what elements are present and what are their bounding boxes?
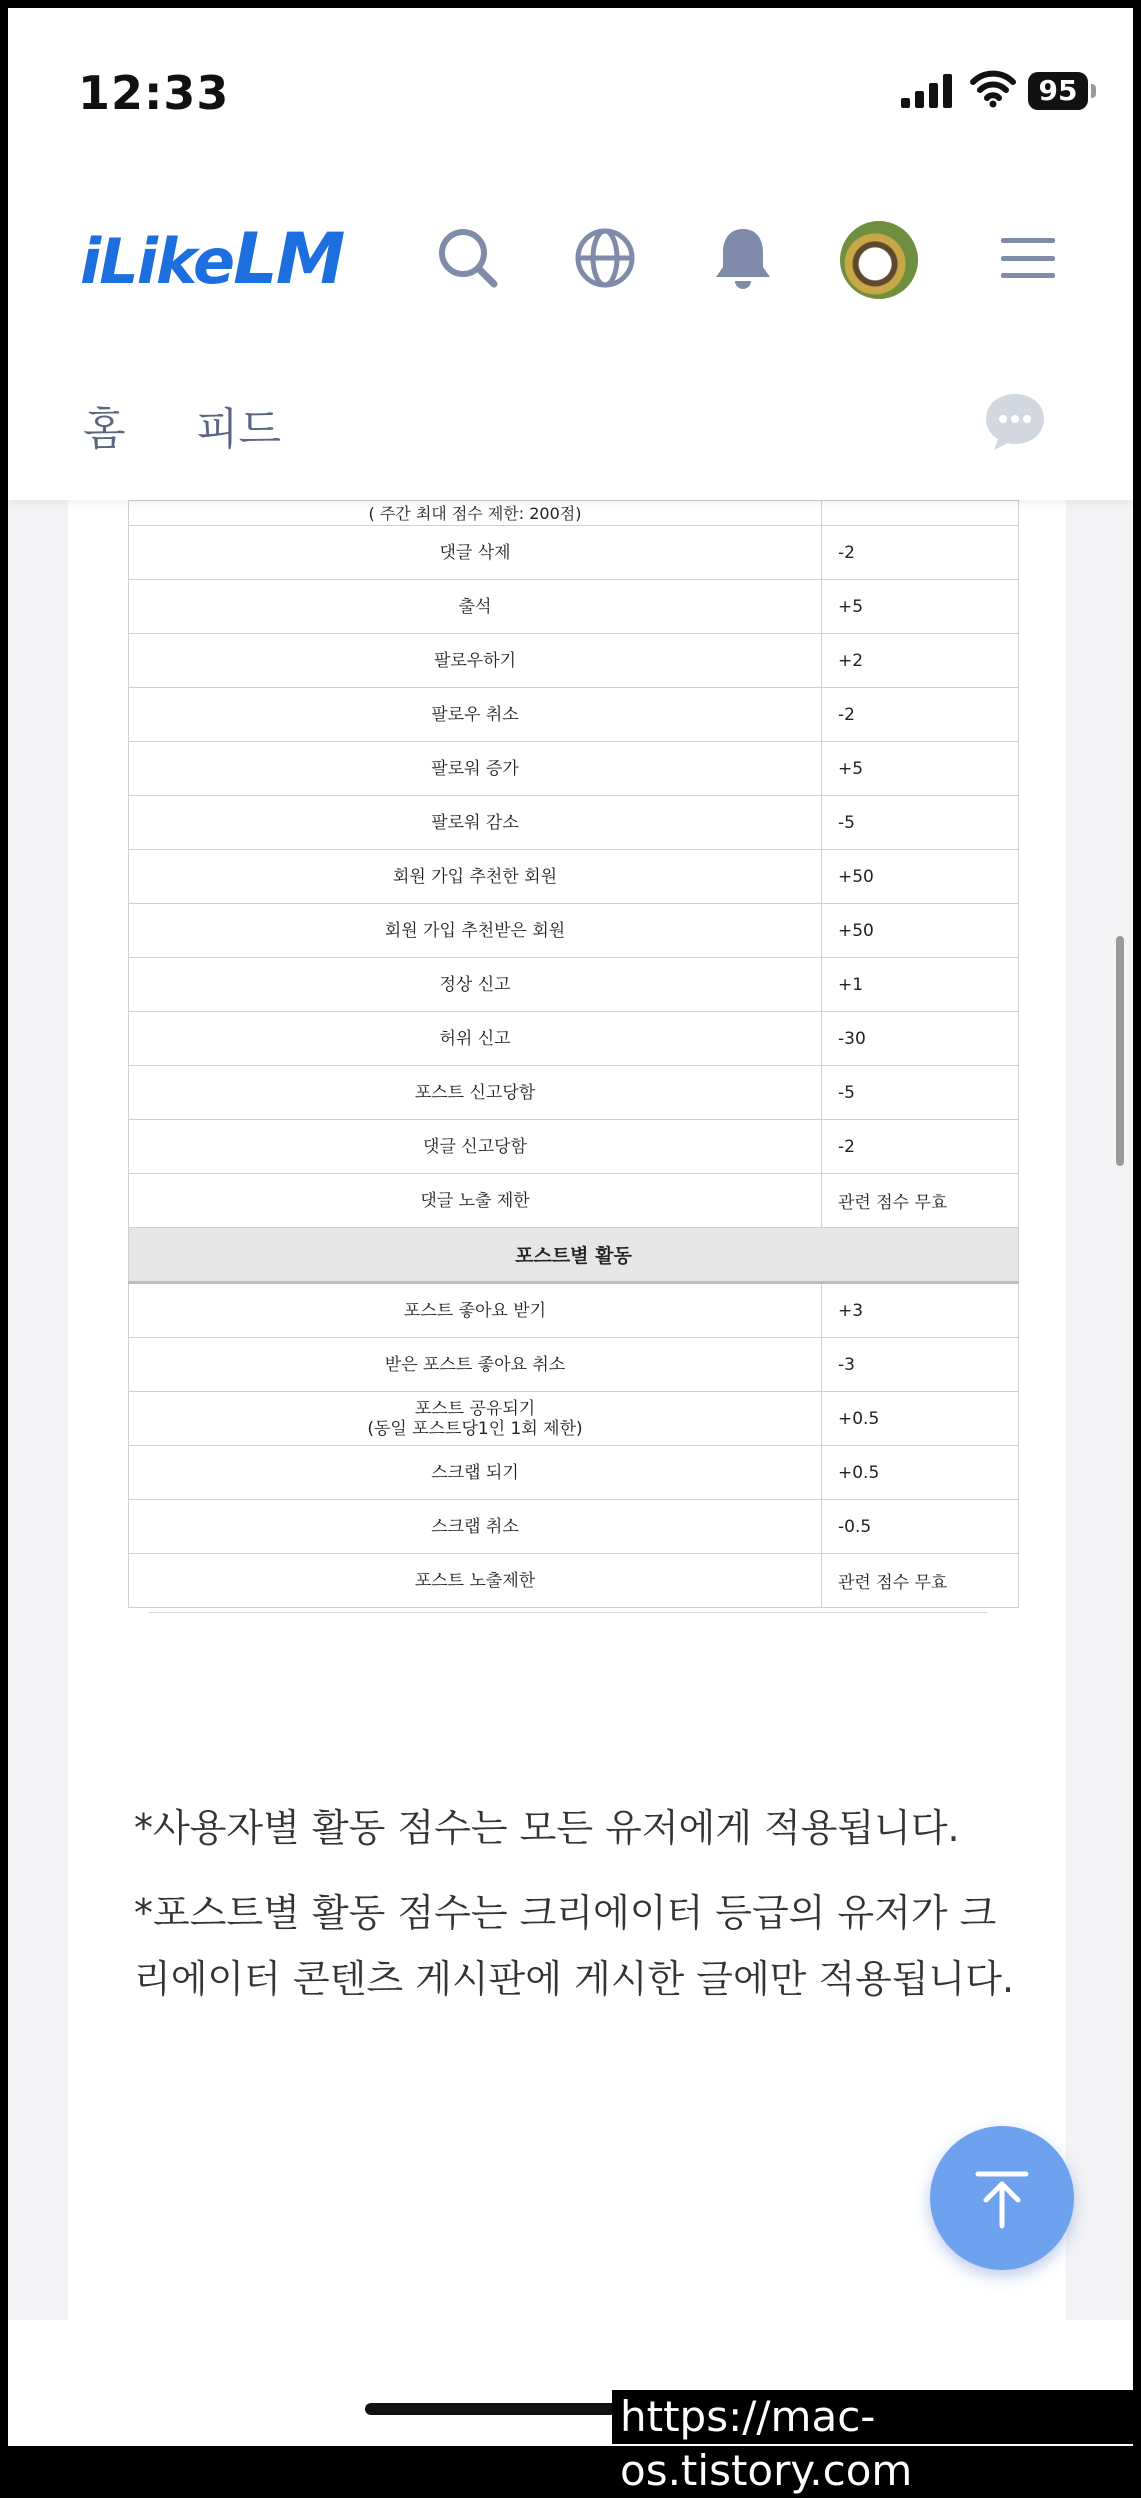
table-cell-points: +0.5 — [822, 1392, 1019, 1446]
table-row — [129, 850, 1019, 904]
table-cell-points: -2 — [822, 526, 1019, 580]
table-row — [129, 904, 1019, 958]
table-cell-points: +3 — [822, 1283, 1019, 1338]
table-cell-activity: 포스트 신고당함 — [129, 1066, 822, 1120]
table-cell-activity: 스크랩 취소 — [129, 1500, 822, 1554]
table-cell-activity: 회원 가입 추천받은 회원 — [129, 904, 822, 958]
table-cell-points: -5 — [822, 1066, 1019, 1120]
site-logo[interactable] — [80, 218, 343, 300]
avatar[interactable] — [840, 221, 918, 299]
activity-line-1: 포스트 공유되기 — [414, 1398, 536, 1419]
table-cell-points: +0.5 — [822, 1446, 1019, 1500]
table-cell-points: -0.5 — [822, 1500, 1019, 1554]
status-bar — [8, 8, 1133, 178]
table-cell-points: +5 — [822, 742, 1019, 796]
table-row — [129, 1174, 1019, 1228]
table-row — [129, 1338, 1019, 1392]
activity-line-2: (동일 포스트당1인 1회 제한) — [367, 1418, 583, 1439]
table-cell-points: -2 — [822, 1120, 1019, 1174]
table-cell-points: +50 — [822, 850, 1019, 904]
table-row — [129, 501, 1019, 526]
table-divider — [148, 1612, 988, 1613]
bell-icon[interactable] — [703, 218, 783, 298]
scroll-top-button[interactable] — [930, 2126, 1074, 2270]
table-cell-points: -3 — [822, 1338, 1019, 1392]
table-cell-points: +5 — [822, 580, 1019, 634]
table-cell-activity: 회원 가입 추천한 회원 — [129, 850, 822, 904]
table-row — [129, 1446, 1019, 1500]
table-cell-activity: 출석 — [129, 580, 822, 634]
table-cell-points: +50 — [822, 904, 1019, 958]
logo-prefix: iLike — [80, 225, 234, 298]
table-cell-points — [822, 501, 1019, 526]
phone-screen — [8, 8, 1133, 2495]
table-row — [129, 1283, 1019, 1338]
table-section-header — [129, 1228, 1019, 1283]
table-row — [129, 1066, 1019, 1120]
table-cell-activity: 댓글 신고당함 — [129, 1120, 822, 1174]
table-cell-activity: 받은 포스트 좋아요 취소 — [129, 1338, 822, 1392]
battery-icon: 95 — [1028, 72, 1088, 110]
search-icon[interactable] — [428, 218, 508, 298]
table-cell-activity: 허위 신고 — [129, 1012, 822, 1066]
table-row — [129, 796, 1019, 850]
table-cell-activity: 댓글 노출 제한 — [129, 1174, 822, 1228]
tab-feed[interactable]: 피드 — [196, 404, 282, 455]
signal-icon — [901, 74, 953, 108]
logo-suffix: LM — [233, 218, 344, 300]
table-cell-activity: 팔로우 취소 — [129, 688, 822, 742]
chat-icon[interactable] — [984, 392, 1046, 452]
table-cell-activity: 포스트 노출제한 — [129, 1554, 822, 1608]
post-content — [68, 500, 1066, 2320]
tab-home[interactable]: 홈 — [83, 404, 126, 455]
arrow-up-icon — [970, 2166, 1034, 2230]
table-cell-activity: 팔로워 증가 — [129, 742, 822, 796]
clock: 12:33 — [78, 66, 230, 120]
table-cell-activity: 댓글 삭제 — [129, 526, 822, 580]
table-cell-activity: 스크랩 되기 — [129, 1446, 822, 1500]
table-row — [129, 634, 1019, 688]
table-cell-points: +1 — [822, 958, 1019, 1012]
table-cell-activity — [129, 501, 822, 526]
table-cell-activity: 팔로워 감소 — [129, 796, 822, 850]
table-row — [129, 688, 1019, 742]
table-cell-points: 관련 점수 무효 — [822, 1554, 1019, 1608]
table-row — [129, 1120, 1019, 1174]
table-cell-activity: 포스트 좋아요 받기 — [129, 1283, 822, 1338]
tab-bar — [8, 338, 1133, 500]
scrollbar[interactable] — [1116, 936, 1124, 1166]
table-cell-activity: 팔로우하기 — [129, 634, 822, 688]
note-post-score-line2: 리에이터 콘텐츠 게시판에 게시한 글에만 적용됩니다. — [134, 1957, 1015, 2001]
table-row — [129, 1392, 1019, 1446]
table-cell-points: -30 — [822, 1012, 1019, 1066]
table-cell-points: 관련 점수 무효 — [822, 1174, 1019, 1228]
table-row — [129, 1500, 1019, 1554]
table-cell-points: +2 — [822, 634, 1019, 688]
watermark: https://mac-os.tistory.com — [612, 2390, 1133, 2444]
globe-icon[interactable] — [565, 218, 645, 298]
note-user-score: *사용자별 활동 점수는 모든 유저에게 적용됩니다. — [134, 1806, 960, 1850]
table-row — [129, 1012, 1019, 1066]
table-cell-activity: 정상 신고 — [129, 958, 822, 1012]
clipped-row-text: ( 주간 최대 점수 제한: 200점) — [368, 504, 582, 523]
table-cell-points: -2 — [822, 688, 1019, 742]
score-table — [128, 500, 1000, 1593]
wifi-icon — [970, 70, 1016, 108]
table-row — [129, 742, 1019, 796]
table-cell-activity — [129, 1392, 822, 1446]
table-row — [129, 958, 1019, 1012]
table-row — [129, 526, 1019, 580]
battery-tip — [1091, 84, 1096, 98]
table-row — [129, 1554, 1019, 1608]
table-row — [129, 580, 1019, 634]
table-cell-points: -5 — [822, 796, 1019, 850]
section-title: 포스트별 활동 — [129, 1228, 1019, 1283]
app-header — [8, 178, 1133, 338]
menu-icon[interactable] — [988, 218, 1068, 298]
note-post-score-line1: *포스트별 활동 점수는 크리에이터 등급의 유저가 크 — [134, 1891, 997, 1935]
